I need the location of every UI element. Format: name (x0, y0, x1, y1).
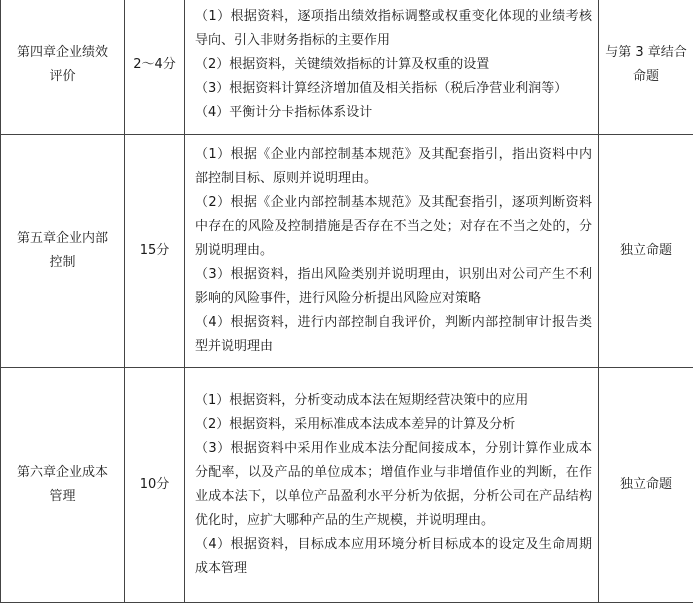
table-row (1, 0, 693, 135)
note-cell: 独立命题 (599, 135, 693, 368)
content-item: （2）根据《企业内部控制基本规范》及其配套指引，逐项判断资料中存在的风险及控制措施是否存在不当之处；对存在不当之处的，分别说明理由。 (195, 191, 592, 263)
content-item: （4）平衡计分卡指标体系设计 (195, 101, 592, 125)
chapter-cell: 第六章企业成本管理 (1, 368, 125, 603)
note-cell: 与第 3 章结合命题 (599, 0, 693, 135)
content-item: （1）根据资料，逐项指出绩效指标调整或权重变化体现的业绩考核导向、引入非财务指标的主要作用 (195, 5, 592, 53)
content-cell (185, 368, 599, 603)
content-item: （4）根据资料，目标成本应用环境分析目标成本的设定及生命周期成本管理 (195, 533, 592, 581)
note-cell: 独立命题 (599, 368, 693, 603)
content-item: （2）根据资料，关键绩效指标的计算及权重的设置 (195, 53, 592, 77)
content-item: （4）根据资料，进行内部控制自我评价，判断内部控制审计报告类型并说明理由 (195, 311, 592, 359)
content-item: （3）根据资料计算经济增加值及相关指标（税后净营业利润等） (195, 77, 592, 101)
content-cell (185, 0, 599, 135)
chapter-cell: 第四章企业绩效评价 (1, 0, 125, 135)
content-item: （2）根据资料，采用标准成本法成本差异的计算及分析 (195, 413, 592, 437)
content-cell (185, 135, 599, 368)
table-row (1, 368, 693, 603)
content-item: （3）根据资料中采用作业成本法分配间接成本，分别计算作业成本分配率，以及产品的单位成本；增值作业与非增值作业的判断，在作业成本法下，以单位产品盈利水平分析为依据，分析公司在产品结构优化时，应扩大哪种产品的生产规模，并说明理由。 (195, 437, 592, 533)
score-cell: 2～4分 (125, 0, 185, 135)
score-cell: 10分 (125, 368, 185, 603)
chapter-cell: 第五章企业内部控制 (1, 135, 125, 368)
table-row (1, 135, 693, 368)
content-item: （1）根据资料，分析变动成本法在短期经营决策中的应用 (195, 389, 592, 413)
content-item: （1）根据《企业内部控制基本规范》及其配套指引，指出资料中内部控制目标、原则并说明理由。 (195, 143, 592, 191)
content-item: （3）根据资料，指出风险类别并说明理由，识别出对公司产生不利影响的风险事件，进行风险分析提出风险应对策略 (195, 263, 592, 311)
score-cell: 15分 (125, 135, 185, 368)
